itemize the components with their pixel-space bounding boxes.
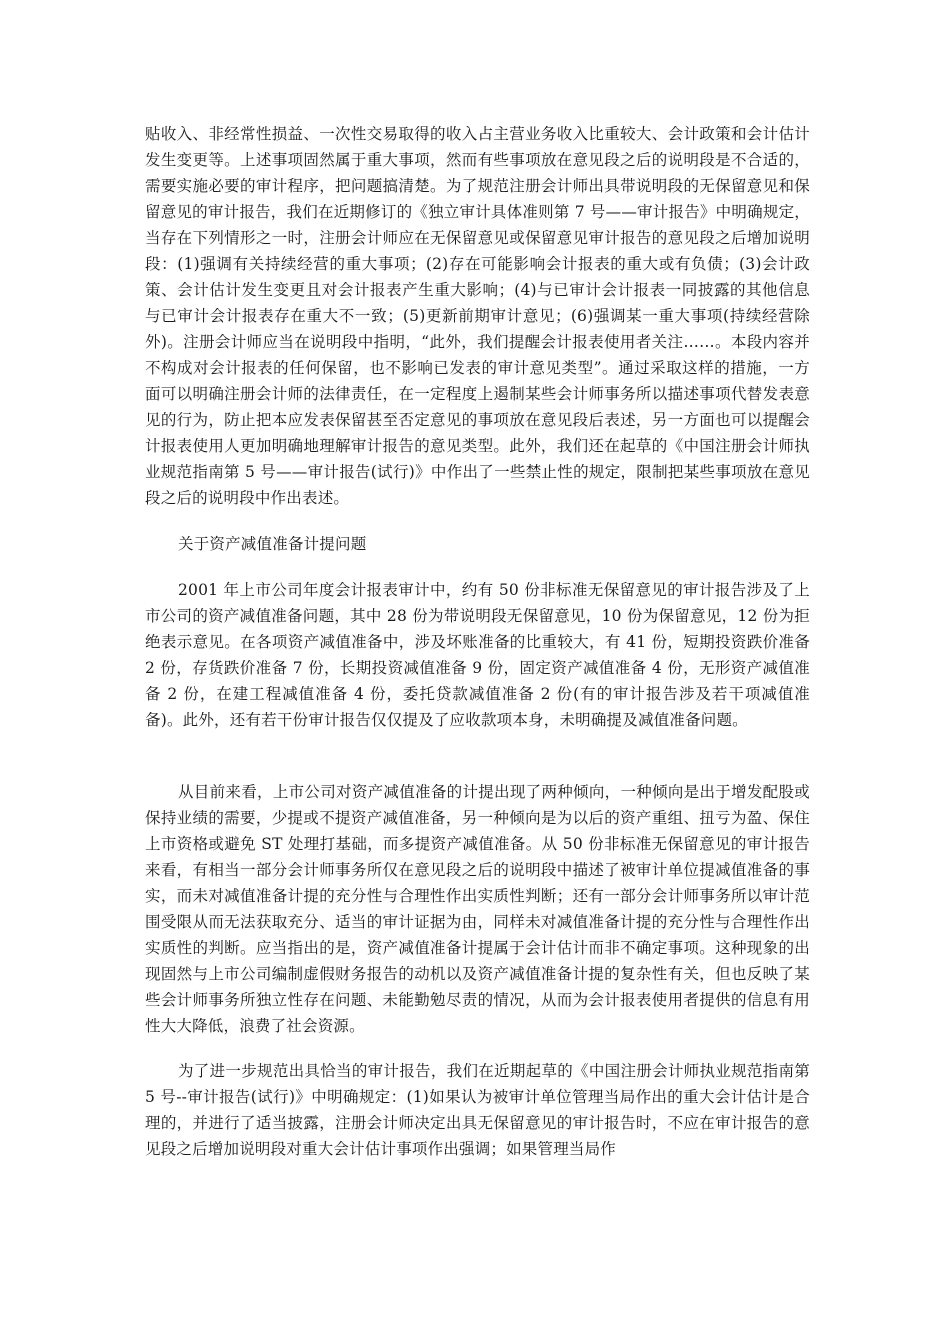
- body-paragraph: 贴收入、非经常性损益、一次性交易取得的收入占主营业务收入比重较大、会计政策和会计估计发生变更等。上述事项固然属于重大事项，然而有些事项放在意见段之后的说明段是不合适的，需要实施必要的审计程序，把问题搞清楚。为了规范注册会计师出具带说明段的无保留意见和保留意见的审计报告，我们在近期修订的《独立审计具体准则第 7 号——审计报告》中明确规定，当存在下列情形之一时，注册会计师应在无保留意见或保留意见审计报告的意见段之后增加说明段：(1)强调有关持续经营的重大事项；(2)存在可能影响会计报表的重大或有负债；(3)会计政策、会计估计发生变更且对会计报表产生重大影响；(4)与已审计会计报表一同披露的其他信息与已审计会计报表存在重大不一致；(5)更新前期审计意见；(6)强调某一重大事项(持续经营除外)。注册会计师应当在说明段中指明，“此外，我们提醒会计报表使用者关注……。本段内容并不构成对会计报表的任何保留，也不影响已发表的审计意见类型”。通过采取这样的措施，一方面可以明确注册会计师的法律责任，在一定程度上遏制某些会计师事务所以描述事项代替发表意见的行为，防止把本应发表保留甚至否定意见的事项放在意见段后表述，另一方面也可以提醒会计报表使用人更加明确地理解审计报告的意见类型。此外，我们还在起草的《中国注册会计师执业规范指南第 5 号——审计报告(试行)》中作出了一些禁止性的规定，限制把某些事项放在意见段之后的说明段中作出表述。: [145, 125, 810, 507]
- body-paragraph: 为了进一步规范出具恰当的审计报告，我们在近期起草的《中国注册会计师执业规范指南第 5 号--审计报告(试行)》中明确规定：(1)如果认为被审计单位管理当局作出的重大会计估计是合理的，并进行了适当披露，注册会计师决定出具无保留意见的审计报告时，不应在审计报告的意见段之后增加说明段对重大会计估计事项作出强调；如果管理当局作: [145, 1062, 810, 1158]
- body-paragraph: 2001 年上市公司年度会计报表审计中，约有 50 份非标准无保留意见的审计报告涉及了上市公司的资产减值准备问题，其中 28 份为带说明段无保留意见，10 份为保留意见，12 份为拒绝表示意见。在各项资产减值准备中，涉及坏账准备的比重较大，有 41 份，短期投资跌价准备 2 份，存货跌价准备 7 份，长期投资减值准备 9 份，固定资产减值准备 4 份，无形资产减值准备 2 份，在建工程减值准备 4 份，委托贷款减值准备 2 份(有的审计报告涉及若干项减值准备)。此外，还有若干份审计报告仅仅提及了应收款项本身，未明确提及减值准备问题。: [145, 581, 810, 729]
- document-page: [145, 121, 810, 1162]
- section-heading: 关于资产减值准备计提问题: [178, 535, 367, 553]
- body-paragraph: 从目前来看，上市公司对资产减值准备的计提出现了两种倾向，一种倾向是出于增发配股或保持业绩的需要，少提或不提资产减值准备，另一种倾向是为以后的资产重组、扭亏为盈、保住上市资格或避免 ST 处理打基础，而多提资产减值准备。从 50 份非标准无保留意见的审计报告来看，有相当一部分会计师事务所仅在意见段之后的说明段中描述了被审计单位提减值准备的事实，而未对减值准备计提的充分性与合理性作出实质性判断；还有一部分会计师事务所以审计范围受限从而无法获取充分、适当的审计证据为由，同样未对减值准备计提的充分性与合理性作出实质性的判断。应当指出的是，资产减值准备计提属于会计估计而非不确定事项。这种现象的出现固然与上市公司编制虚假财务报告的动机以及资产减值准备计提的复杂性有关，但也反映了某些会计师事务所独立性存在问题、未能勤勉尽责的情况，从而为会计报表使用者提供的信息有用性大大降低，浪费了社会资源。: [145, 783, 810, 1035]
